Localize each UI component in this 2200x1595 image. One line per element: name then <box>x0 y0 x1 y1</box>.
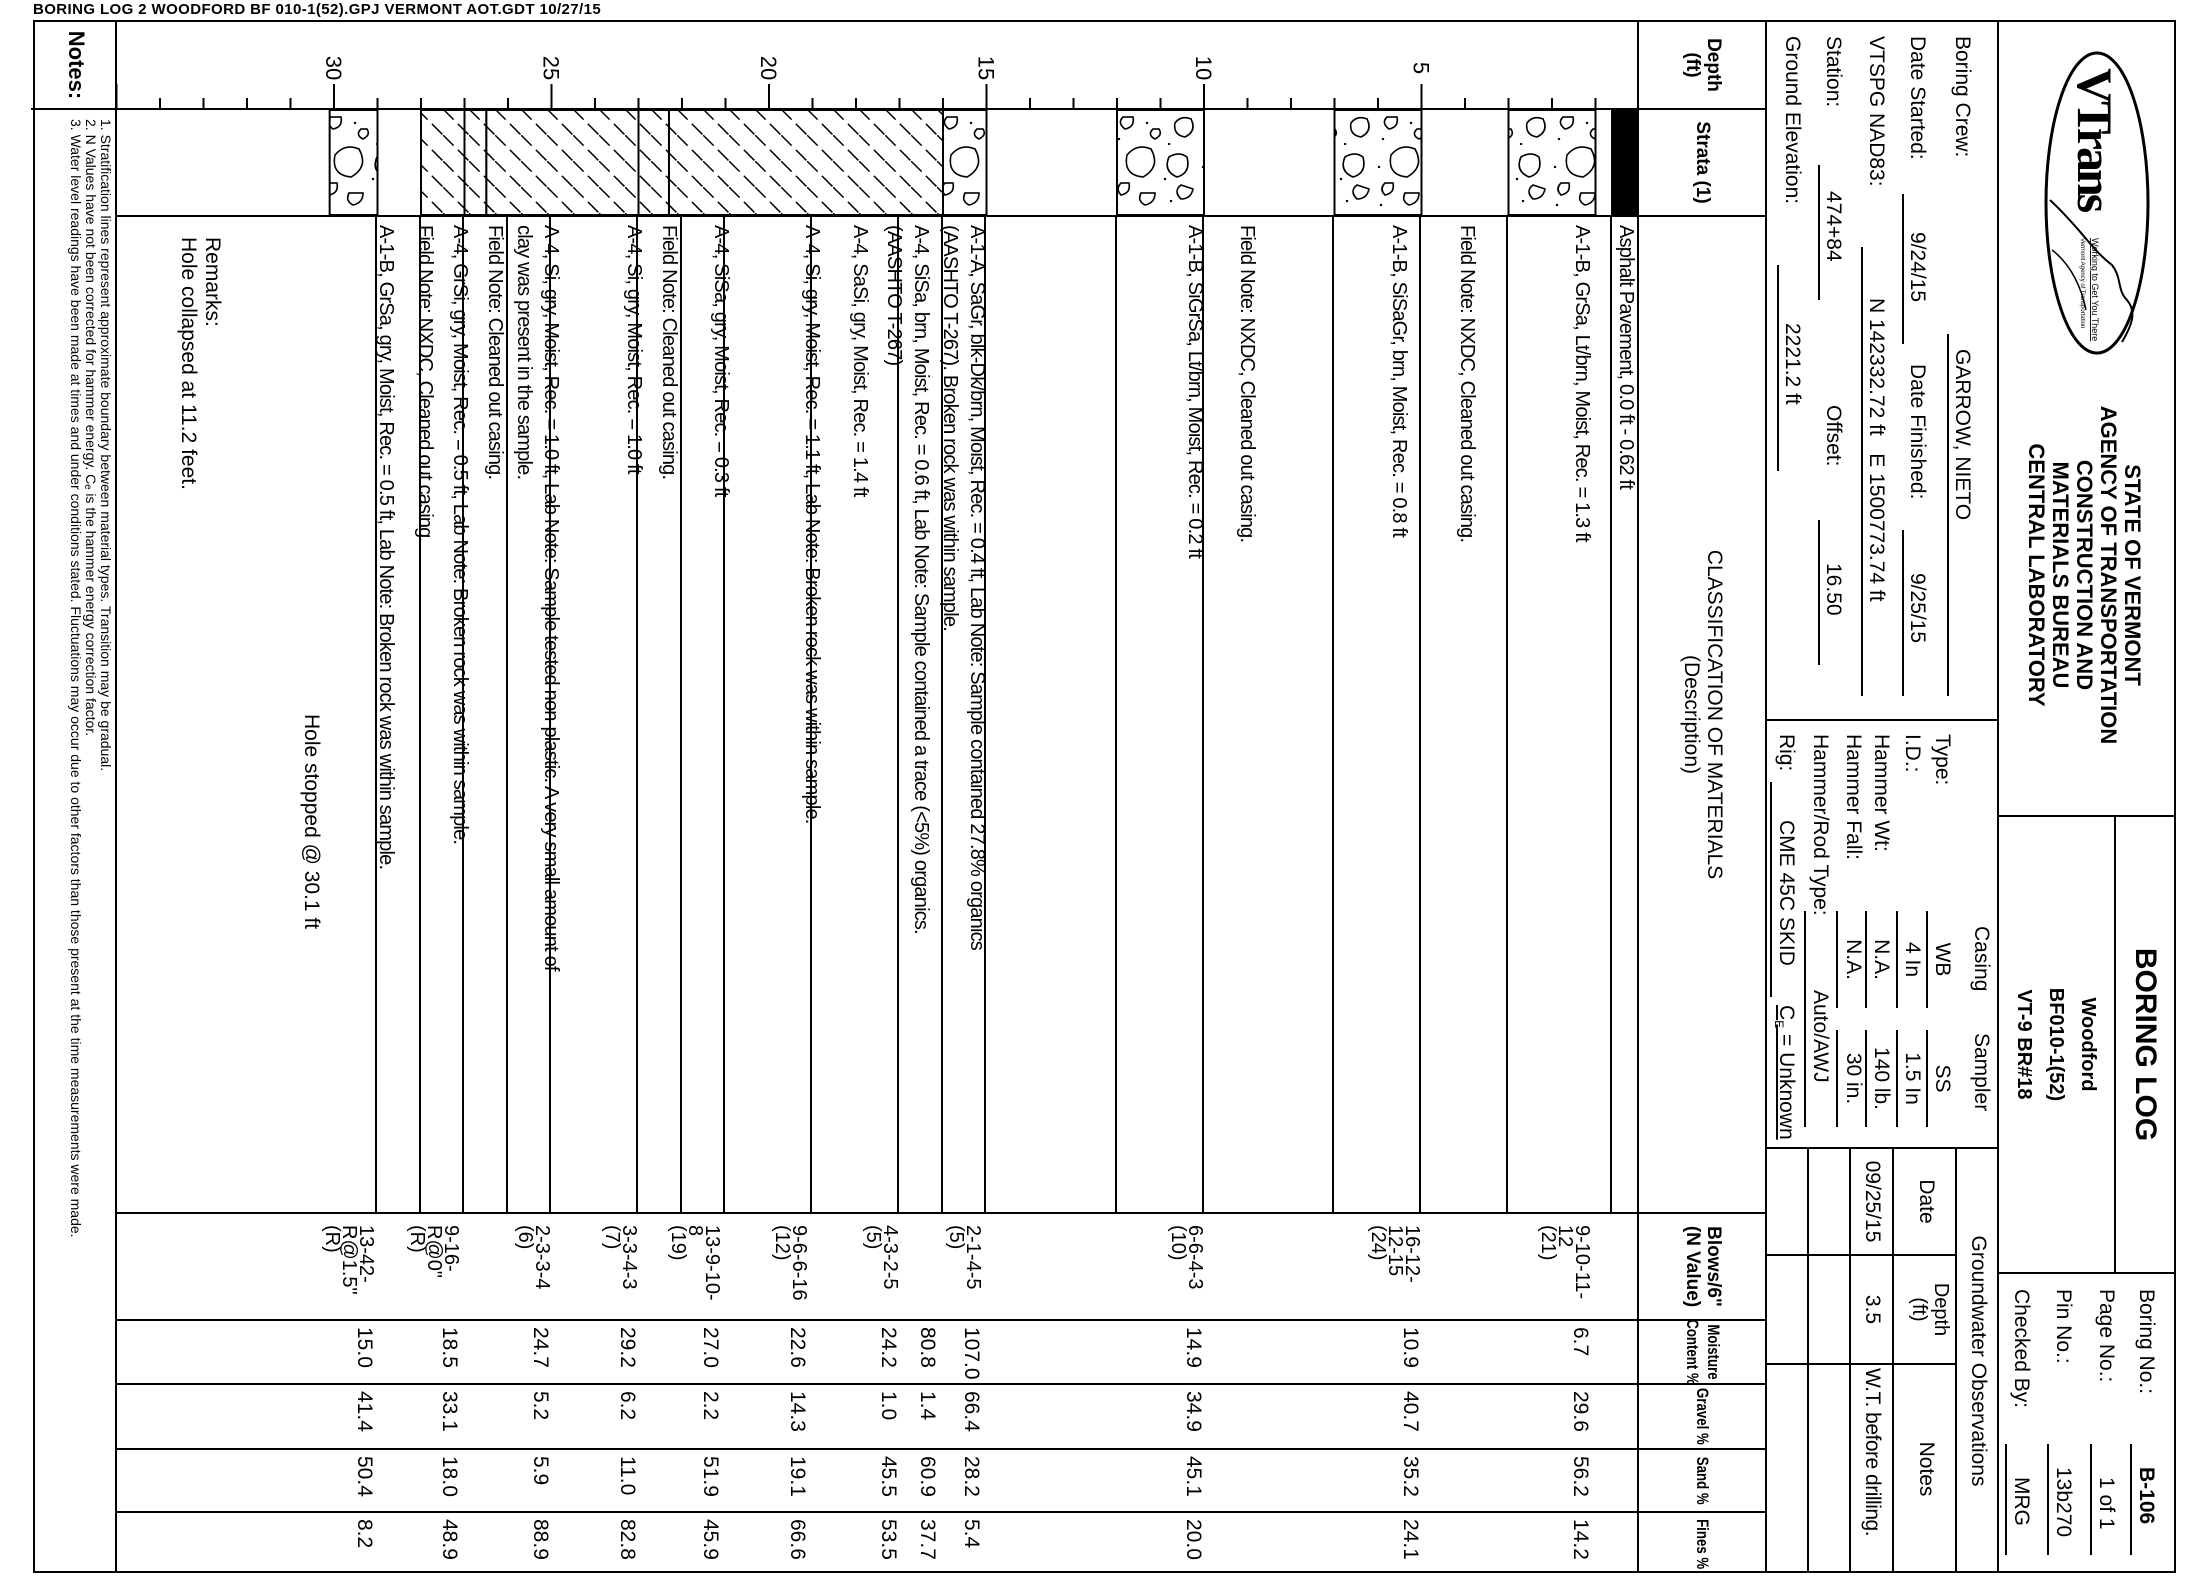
description-line: clay was present in the sample. <box>513 225 536 480</box>
project-bridge: VT-9 BR#18 <box>2013 989 2035 1100</box>
sand-value: 5.9 <box>529 1456 553 1486</box>
date-finished: 9/25/15 <box>1906 573 1929 644</box>
fines-value: 45.9 <box>698 1519 722 1560</box>
boring-log-sheet <box>33 20 2176 1573</box>
sand-value: 45.5 <box>877 1456 901 1497</box>
agency-line: CENTRAL LABORATORY <box>2024 443 2049 707</box>
moisture-value: 18.5 <box>437 1327 461 1368</box>
gravel-value: 41.4 <box>352 1391 376 1432</box>
hammer-rod-type: Auto/AWJ <box>1809 990 1832 1083</box>
gw-notes: W.T. before drilling. <box>1861 1368 1884 1537</box>
underline <box>1777 265 1779 471</box>
underline <box>1896 911 1898 1008</box>
blow-count <box>944 1225 984 1290</box>
checked-by: MRG <box>2010 1477 2033 1526</box>
svg-text:Working to Get You There: Working to Get You There <box>2090 238 2100 342</box>
gravel-value: 2.2 <box>698 1391 722 1421</box>
pin-no-label: Pin No.: <box>2052 1289 2075 1364</box>
divider <box>117 1383 1767 1385</box>
blow-count-line: 13-9-10- <box>700 1225 723 1301</box>
blow-count <box>770 1225 810 1301</box>
moisture-value: 24.2 <box>877 1327 901 1368</box>
col-header-strata: Strata (1) <box>1692 121 1714 204</box>
underline <box>2047 1444 2049 1555</box>
date-started-label: Date Started: <box>1906 36 1929 160</box>
gw-depth: 3.5 <box>1861 1294 1884 1325</box>
strata-layer-hatch <box>486 110 638 215</box>
material-description <box>1453 225 1480 542</box>
gw-header-date: Date <box>1915 1179 1938 1224</box>
underline <box>1804 911 1806 1127</box>
fines-value: 82.8 <box>616 1519 640 1560</box>
divider <box>115 22 117 1571</box>
agency-line: AGENCY OF TRANSPORTATION <box>2096 405 2121 745</box>
description-line: A-4, Si, gry, Moist, Rec. = 1.0 ft, Lab Note: Sample tested non-plastic. A very small amount of <box>540 225 563 971</box>
strata-layer-hatch <box>669 110 943 215</box>
sand-value: 45.1 <box>1181 1456 1205 1497</box>
depth-label: 5 <box>1408 61 1434 75</box>
file-footer: BORING LOG 2 WOODFORD BF 010-1(52).GPJ VERMONT AOT.GDT 10/27/15 <box>33 1 602 18</box>
doc-title: BORING LOG <box>2129 947 2162 1142</box>
divider <box>1955 1147 1957 1571</box>
svg-text:Vermont Agency of Transportati: Vermont Agency of Transportation <box>2079 238 2085 329</box>
sand-value: 60.9 <box>916 1456 940 1497</box>
station: 474+84 <box>1822 191 1845 262</box>
strata-layer-hatch <box>639 110 669 215</box>
sand-value: 11.0 <box>616 1456 640 1496</box>
strata-layer-gravel <box>1117 110 1204 215</box>
material-description <box>881 225 935 934</box>
moisture-value: 107.0 <box>959 1327 983 1380</box>
moisture-value: 80.8 <box>916 1327 940 1368</box>
sampler-header: Sampler <box>1970 1033 1993 1112</box>
note-item: 1. Stratification lines represent approximate boundary between material types. Transition may be gradual. <box>98 119 114 772</box>
project-number: BF010-1(52) <box>2045 987 2067 1102</box>
casing-type: WB <box>1931 942 1954 977</box>
underline <box>1926 911 1928 1008</box>
underline <box>1902 530 1904 696</box>
material-description <box>707 225 734 497</box>
divider <box>2114 815 2116 1272</box>
blow-count-line: (19) <box>666 1225 689 1261</box>
material-description <box>1385 225 1412 537</box>
col-header-moisture <box>1639 1321 1767 1383</box>
boring-no-label: Boring No.: <box>2135 1289 2158 1395</box>
boring-no: B-106 <box>2135 1467 2158 1525</box>
underline <box>1902 194 1904 344</box>
casing-id: 4 In <box>1901 941 1924 978</box>
blow-count-line: (6) <box>514 1225 537 1250</box>
description-line: Field Note: NXDC, Cleaned out casing. <box>414 225 437 543</box>
underline <box>1861 247 1863 696</box>
hammer-energy-factor <box>1772 1005 1798 1140</box>
moisture-value: 24.7 <box>529 1327 553 1368</box>
underline <box>1818 165 1820 300</box>
ce-value: = Unknown <box>1775 1028 1798 1140</box>
svg-text:VTrans: VTrans <box>2067 68 2123 211</box>
blow-count-line: 2-3-3-4 <box>531 1225 554 1290</box>
description-line: A-4, SiSa, brn, Moist, Rec. = 0.6 ft, Lab Note: Sample contained a trace (<5%) organics. <box>910 225 933 934</box>
depth-label: 10 <box>1191 55 1216 81</box>
description-line: Asphalt Pavement, 0.0 ft - 0.62 ft <box>1614 225 1637 490</box>
description-line: (AASHTO T-267) <box>883 225 906 366</box>
depth-label: 20 <box>756 55 781 81</box>
underline <box>1836 911 1838 1008</box>
boring-crew-label: Boring Crew: <box>1951 36 1974 158</box>
underline <box>1770 782 1772 997</box>
agency-line: CONSTRUCTION AND <box>2072 459 2097 691</box>
material-description <box>1568 225 1595 542</box>
sampler-type: SS <box>1931 1064 1954 1093</box>
material-description <box>1612 225 1639 489</box>
strata-layer-hatch <box>421 110 465 215</box>
moisture-value: 6.7 <box>1568 1327 1592 1357</box>
layer-boundary <box>1115 215 1117 1212</box>
description-line: Field Note: Cleaned out casing. <box>484 225 507 480</box>
remarks <box>176 237 224 490</box>
blow-count-line: 3-3-4-3 <box>618 1225 641 1290</box>
blow-count-line: R@1.5" <box>337 1225 360 1295</box>
divider <box>1767 719 1999 721</box>
blow-count-line: (12) <box>770 1225 793 1261</box>
sampler-hammer-fall: 30 in. <box>1842 1052 1865 1105</box>
blow-count-line: (24) <box>1367 1225 1390 1261</box>
description-line: Field Note: Cleaned out casing. <box>657 225 680 480</box>
sampler-hammer-wt: 140 lb. <box>1870 1046 1893 1111</box>
pin-no: 13b270 <box>2052 1467 2075 1538</box>
casing-hammer-wt: N.A. <box>1870 939 1893 980</box>
note-item: 3. Water level readings have been made at times and under conditions stated. Fluctuations may occur due to other factors than those present at the time measurements were made. <box>68 119 84 1238</box>
boring-crew: GARROW, NIETO <box>1951 349 1974 521</box>
description-line: A-4, GrSi, gry, Moist, Rec. = 0.5 ft, Lab Note: Broken rock was within sample. <box>448 225 471 845</box>
divider <box>117 1319 1767 1321</box>
blow-count-line: (7) <box>601 1225 624 1250</box>
gravel-value: 1.4 <box>916 1391 940 1421</box>
id-label: I.D.: <box>1901 734 1924 773</box>
col-header-fines-label: Fines % <box>1693 1518 1713 1570</box>
date-finished-label: Date Finished: <box>1906 364 1929 500</box>
blow-count-line: 13-42- <box>354 1225 377 1283</box>
material-description <box>798 225 825 824</box>
blow-count <box>1536 1225 1593 1300</box>
sand-value: 50.4 <box>352 1456 376 1497</box>
gravel-value: 1.0 <box>877 1391 901 1421</box>
description-line: Field Note: NXDC, Cleaned out casing. <box>1455 225 1478 543</box>
col-header-depth: Depth (ft) <box>1682 38 1724 92</box>
offset: 16.50 <box>1822 563 1845 616</box>
col-header-sand <box>1639 1450 1767 1511</box>
strata-layer-gravel <box>330 110 378 215</box>
strata-layer-gravel <box>1509 110 1596 215</box>
moisture-value: 29.2 <box>616 1327 640 1368</box>
material-description <box>620 225 647 474</box>
description-line: A-1-B, GrSa, gry, Moist, Rec. = 0.5 ft, Lab Note: Broken rock was within sample. <box>374 225 397 870</box>
divider <box>1892 1147 1894 1571</box>
notes-list <box>68 119 113 1238</box>
material-description <box>1181 225 1208 558</box>
strata-layer-gravel <box>943 110 987 215</box>
fines-value: 24.1 <box>1399 1519 1423 1560</box>
blow-count-line: 2-1-4-5 <box>961 1225 984 1290</box>
description-line: A-1-B, SiGrSa, Lt/brn, Moist, Rec. = 0.2 ft <box>1184 225 1206 558</box>
layer-boundary <box>1333 215 1335 1212</box>
layer-boundary <box>1420 215 1422 1212</box>
col-header-gravel <box>1639 1385 1767 1448</box>
col-header-moisture-label: Moisture Content % <box>1683 1319 1723 1385</box>
underline <box>1836 1030 1838 1127</box>
moisture-value: 10.9 <box>1399 1327 1423 1368</box>
remarks-text: Hole collapsed at 11.2 feet. <box>177 237 200 490</box>
depth-label: 30 <box>321 55 346 81</box>
underline <box>1896 1030 1898 1127</box>
strata-layer-asphalt <box>1612 110 1639 215</box>
description-line: Field Note: NXDC, Cleaned out casing. <box>1236 225 1259 543</box>
description-line: A-1-B, SiSaGr, brn, Moist, Rec. = 0.8 ft <box>1388 225 1411 538</box>
sand-value: 56.2 <box>1568 1456 1592 1497</box>
blow-count <box>1367 1225 1424 1283</box>
col-header-blows: Blows/6" (N Value) <box>1682 1225 1724 1308</box>
sand-value: 18.0 <box>437 1456 461 1497</box>
depth-scale <box>117 22 1639 110</box>
divider <box>117 1212 1767 1214</box>
sand-value: 51.9 <box>698 1456 722 1497</box>
rig: CME 45C SKID <box>1775 820 1798 966</box>
blow-count-line: 4-3-2-5 <box>879 1225 902 1290</box>
checked-by-label: Checked By: <box>2010 1289 2033 1409</box>
sand-value: 35.2 <box>1399 1456 1423 1497</box>
project-info <box>2008 817 2104 1272</box>
material-description <box>446 225 473 844</box>
station-label: Station: <box>1822 36 1845 108</box>
moisture-value: 14.9 <box>1181 1327 1205 1368</box>
strata-layer-hatch <box>465 110 487 215</box>
underline <box>1818 520 1820 665</box>
blow-count-line: 9-16- <box>439 1225 462 1272</box>
hole-stopped-note: Hole stopped @ 30.1 ft <box>300 714 323 930</box>
col-header-gravel-label: Gravel % <box>1693 1388 1713 1445</box>
underline <box>1926 1030 1928 1127</box>
underline <box>1947 334 1949 696</box>
sand-value: 19.1 <box>785 1456 809 1497</box>
underline <box>1865 1030 1867 1127</box>
moisture-value: 27.0 <box>698 1327 722 1368</box>
coords-label: VTSPG NAD83: <box>1865 36 1888 187</box>
notes-label: Notes: <box>64 30 89 100</box>
divider <box>1807 1147 1809 1571</box>
offset-label: Offset: <box>1822 405 1845 467</box>
material-description <box>510 225 564 971</box>
blow-count-line: R@0" <box>422 1225 445 1278</box>
ce-subscript: E <box>1771 1020 1786 1029</box>
blow-count-line: (R) <box>320 1225 343 1253</box>
divider <box>1997 22 1999 1571</box>
fines-value: 20.0 <box>1181 1519 1205 1560</box>
material-description <box>481 225 508 479</box>
blow-count-line: (10) <box>1166 1225 1189 1261</box>
col-header-classification: CLASSIFICATION OF MATERIALS (Description) <box>1680 549 1726 880</box>
gw-header-notes: Notes <box>1915 1441 1938 1497</box>
blow-count-line: (21) <box>1536 1225 1559 1261</box>
coords: N 142332.72 ft E 1500773.74 ft <box>1865 298 1888 602</box>
gravel-value: 29.6 <box>1568 1391 1592 1432</box>
fines-value: 48.9 <box>437 1519 461 1560</box>
blow-count-line: 12 <box>1553 1225 1576 1248</box>
blow-count <box>666 1225 723 1301</box>
note-item: 2. N Values have not been corrected for hammer energy. Cₑ is the hammer energy correction factor. <box>83 119 99 737</box>
divider <box>117 1511 1767 1513</box>
blow-count <box>320 1225 377 1295</box>
blow-count <box>405 1225 462 1278</box>
hammer-rod-label: Hammer/Rod Type: <box>1809 734 1832 916</box>
sand-value: 28.2 <box>959 1456 983 1497</box>
underline <box>2090 1444 2092 1555</box>
gravel-value: 33.1 <box>437 1391 461 1432</box>
blow-count-line: 9-6-6-16 <box>787 1225 810 1301</box>
hammer-fall-label: Hammer Fall: <box>1842 734 1865 861</box>
col-header-fines <box>1639 1513 1767 1575</box>
blow-count-line: 9-10-11- <box>1570 1225 1593 1300</box>
description-line: A-1-B, GrSa, Lt/brn, Moist, Rec. = 1.3 ft <box>1571 225 1594 542</box>
layer-boundary <box>1507 215 1509 1212</box>
hammer-wt-label: Hammer Wt: <box>1870 734 1893 852</box>
gravel-value: 34.9 <box>1181 1391 1205 1432</box>
blow-count-line: 6-6-4-3 <box>1183 1225 1206 1290</box>
blow-count <box>862 1225 902 1290</box>
divider <box>117 1448 1767 1450</box>
description-line: A-4, SiSa, gry, Moist, Rec. = 0.3 ft <box>709 225 732 497</box>
gravel-value: 14.3 <box>785 1391 809 1432</box>
blow-count-line: (R) <box>405 1225 428 1253</box>
elevation: 2221.2 ft <box>1781 323 1804 405</box>
rig-label: Rig: <box>1775 734 1798 772</box>
fines-value: 8.2 <box>352 1519 376 1549</box>
material-description <box>411 225 438 542</box>
remarks-label: Remarks: <box>201 237 224 327</box>
groundwater-title: Groundwater Observations <box>1967 1235 1990 1487</box>
description-line: A-1-A, SaGr, blk-Dk/brn, Moist, Rec. = 0.4 ft, Lab Note: Sample contained 27.8% organics <box>966 225 989 950</box>
blow-count <box>601 1225 641 1290</box>
gw-date: 09/25/15 <box>1861 1160 1884 1243</box>
gravel-value: 5.2 <box>529 1391 553 1421</box>
blow-count-line: 8 <box>683 1225 706 1237</box>
fines-value: 5.4 <box>959 1519 983 1549</box>
elevation-label: Ground Elevation: <box>1781 36 1804 205</box>
ce-symbol: C <box>1775 1005 1798 1021</box>
project-town: Woodford <box>2077 997 2099 1092</box>
sampler-id: 1.5 In <box>1901 1052 1924 1105</box>
type-label: Type: <box>1931 734 1954 786</box>
description-line: A-4, Si, gry, Moist, Rec. = 1.1 ft, Lab Note: Broken rock was within sample. <box>801 225 824 824</box>
material-description <box>937 225 991 950</box>
description-line: (AASHTO T-267). Broken rock was within sample. <box>939 225 962 631</box>
description-line: A-4, SaSi, gry, Moist, Rec. = 1.4 ft <box>849 225 872 497</box>
casing-header: Casing <box>1970 926 1993 992</box>
fines-value: 66.6 <box>785 1519 809 1560</box>
gw-header-depth: Depth (ft) <box>1908 1282 1952 1337</box>
casing-hammer-fall: N.A. <box>1842 939 1865 980</box>
date-started: 9/24/15 <box>1906 232 1929 303</box>
agency-line: STATE OF VERMONT <box>2120 464 2145 686</box>
underline <box>2005 1444 2007 1555</box>
blow-count-line: 12-15 <box>1384 1225 1407 1277</box>
material-description <box>846 225 873 497</box>
moisture-value: 15.0 <box>352 1327 376 1368</box>
blow-count-line: 16-12- <box>1401 1225 1424 1283</box>
depth-label: 15 <box>973 55 999 81</box>
depth-label: 25 <box>538 55 564 81</box>
blow-count-line: (5) <box>862 1225 885 1250</box>
fines-value: 14.2 <box>1568 1519 1592 1560</box>
page-no-label: Page No.: <box>2095 1289 2118 1383</box>
blow-count-line: (5) <box>944 1225 967 1250</box>
moisture-value: 22.6 <box>785 1327 809 1368</box>
col-header-sand-label: Sand % <box>1693 1456 1713 1505</box>
fines-value: 88.9 <box>529 1519 553 1560</box>
blow-count <box>514 1225 554 1290</box>
material-description <box>372 225 399 869</box>
description-line: A-4, Si, gry, Moist, Rec. = 1.0 ft <box>622 225 645 474</box>
vtrans-logo <box>2042 50 2152 356</box>
blow-count <box>1166 1225 1206 1290</box>
strata-column <box>117 109 1639 216</box>
material-description <box>1233 225 1260 542</box>
agency-name <box>2024 395 2144 755</box>
fines-value: 37.7 <box>916 1519 940 1560</box>
underline <box>2130 1444 2132 1555</box>
divider <box>1849 1147 1851 1571</box>
strata-layer-gravel <box>1335 110 1422 215</box>
material-description <box>655 225 682 479</box>
gravel-value: 40.7 <box>1399 1391 1423 1432</box>
divider <box>1999 1272 2174 1274</box>
agency-line: MATERIALS BUREAU <box>2048 461 2073 689</box>
underline <box>1865 911 1867 1008</box>
page-no: 1 of 1 <box>2095 1477 2118 1530</box>
fines-value: 53.5 <box>877 1519 901 1560</box>
gravel-value: 6.2 <box>616 1391 640 1421</box>
gravel-value: 66.4 <box>959 1391 983 1432</box>
